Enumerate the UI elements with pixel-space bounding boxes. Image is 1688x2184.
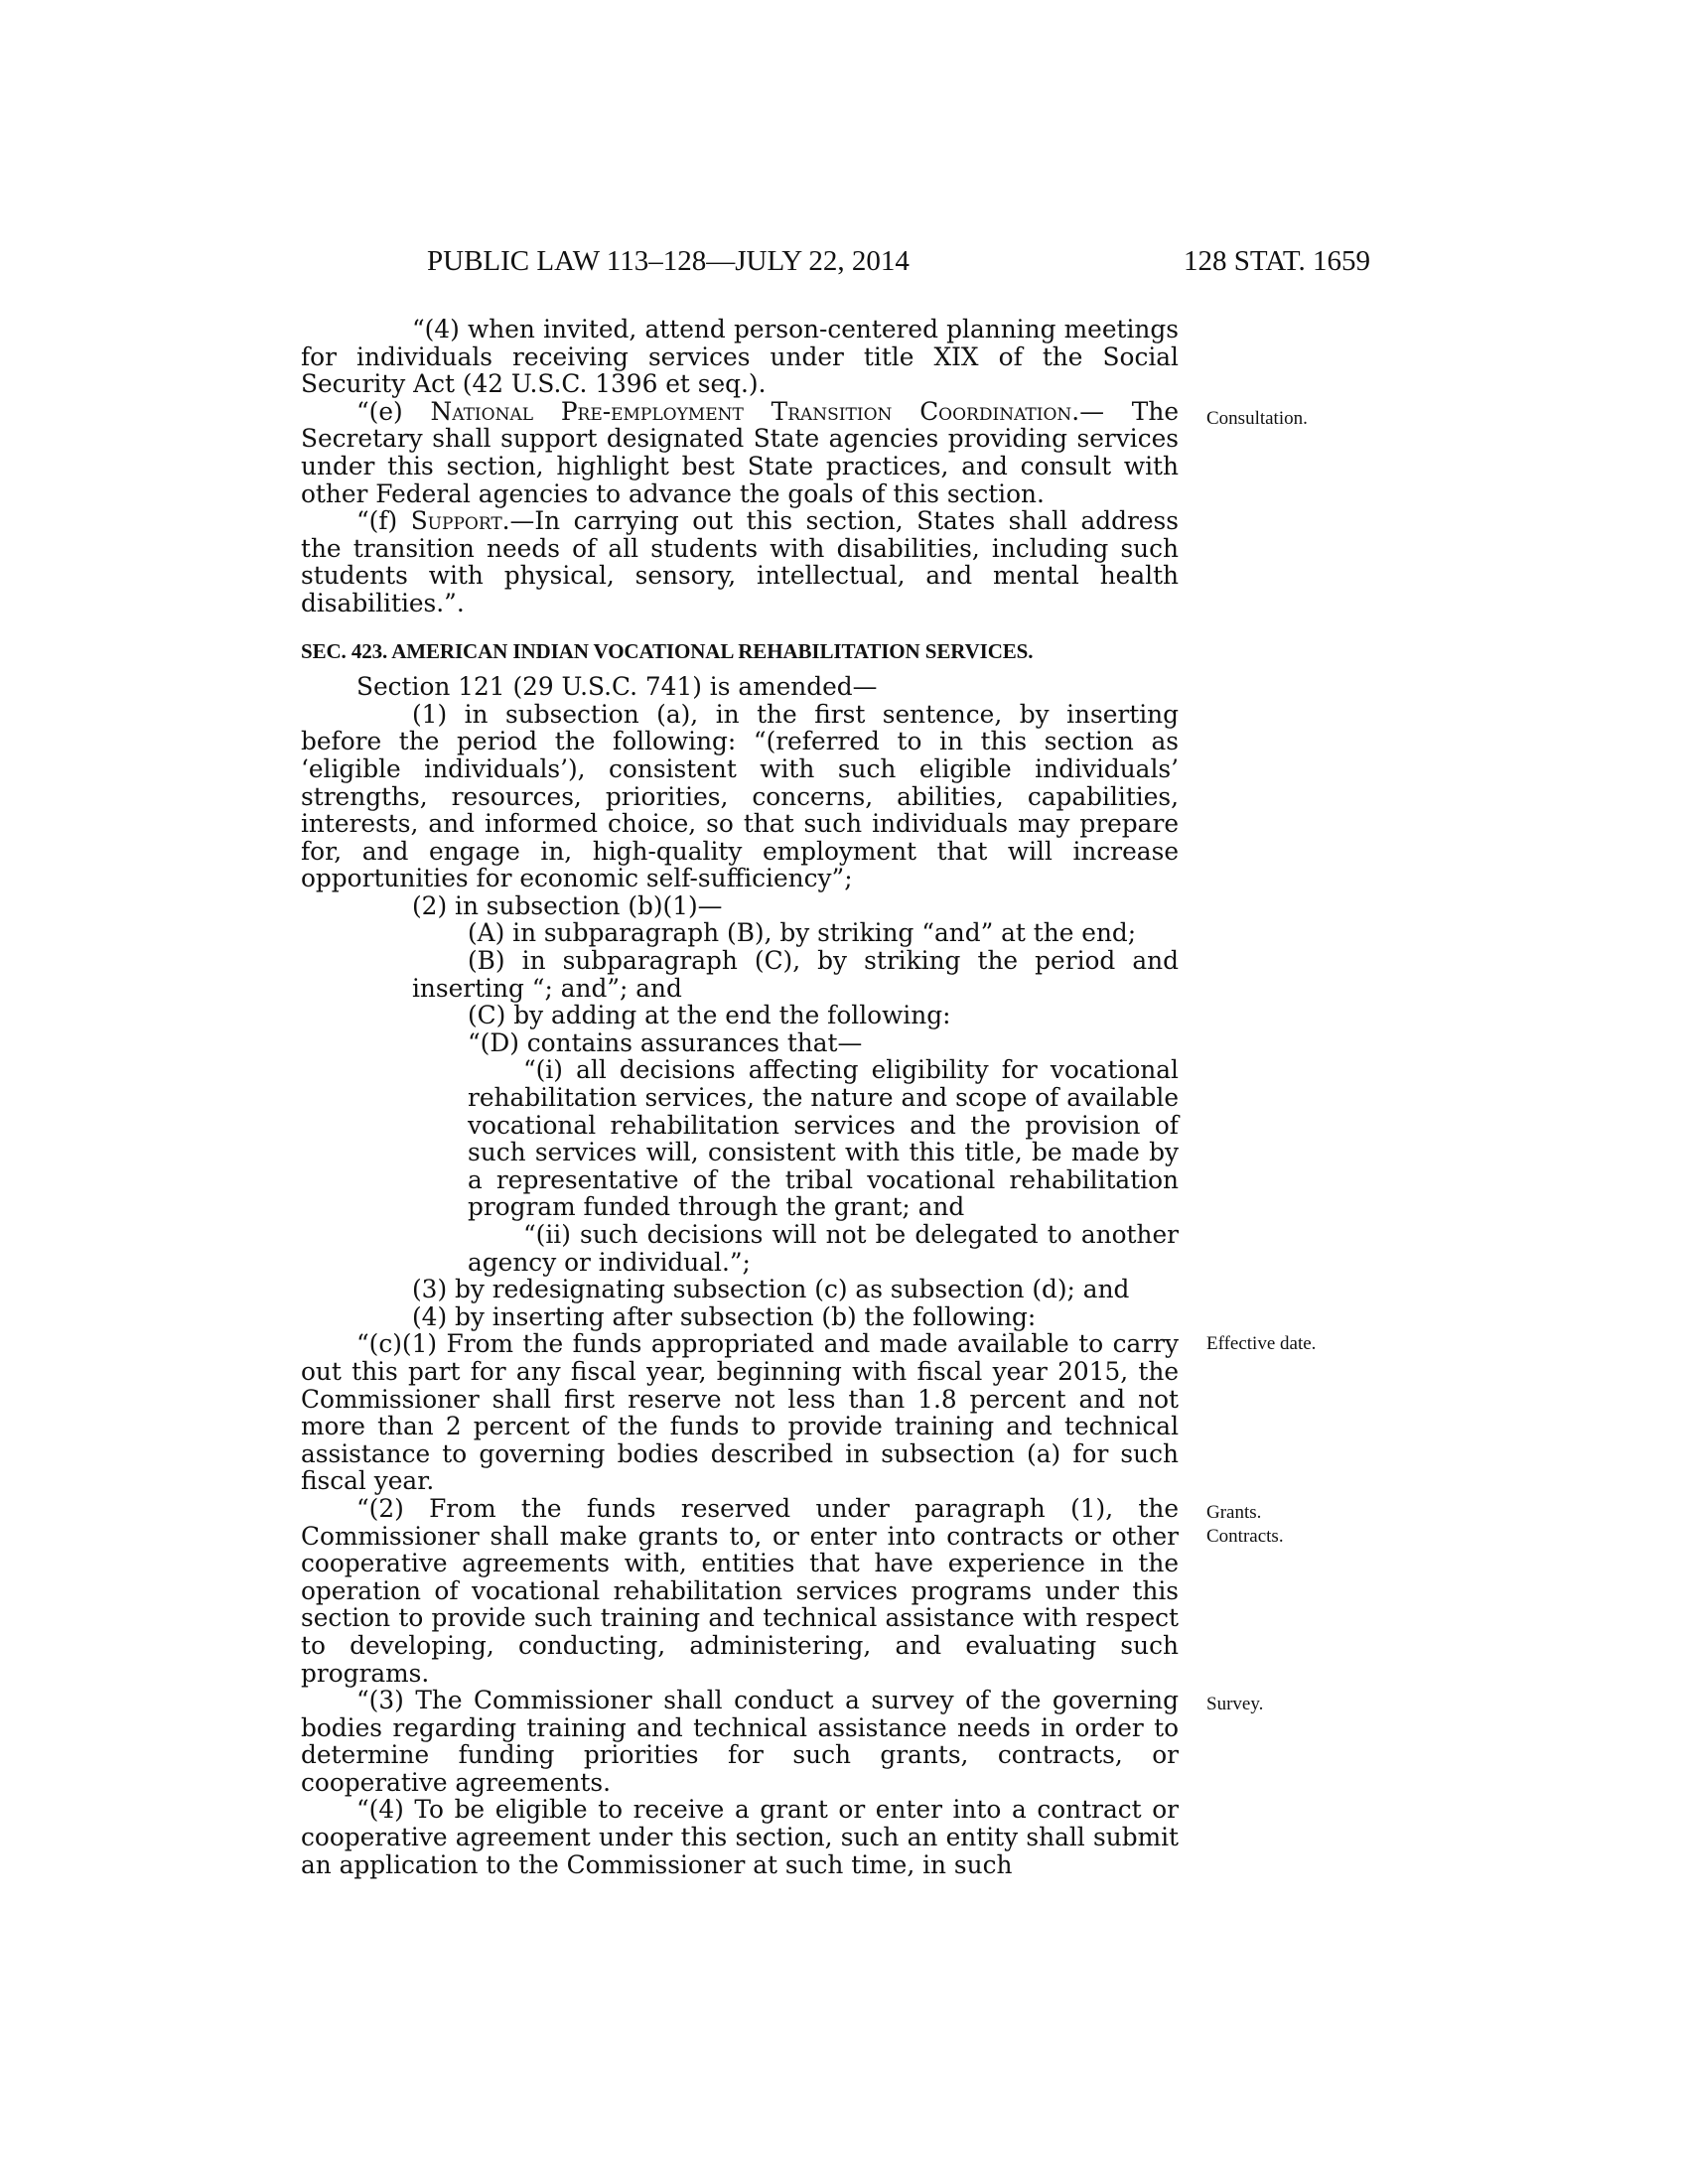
subsection-f-text: —In carrying out this section, States shall address the transition needs of all students with disabilities, including such students with physical, sensory, intellectual, and mental health disabilities.”. <box>301 506 1179 617</box>
subsection-e-label: “(e) <box>356 396 431 426</box>
paragraph-amendment-1: (1) in subsection (a), in the first sentence, by inserting before the period the following: “(referred to in this section as ‘eligible individuals’), consistent with such eligible individuals’ strengths, resources, priorities, concerns, abilities, capabilities, interests, and informed choice, so that such individuals may prepare for, and engage in, high-quality employment that will increase opportunities for economic self-sufficiency”; <box>301 699 1179 893</box>
paragraph-amendment-4: (4) by inserting after subsection (b) the following: <box>412 1301 1037 1331</box>
paragraph-item-4: “(4) when invited, attend person-centered planning meetings for individuals receiving services under title XIX of the Social Security Act (42 U.S.C. 1396 et seq.). <box>301 315 1179 399</box>
margin-note-survey: Survey. <box>1206 1694 1264 1714</box>
margin-note-grants: Grants. <box>1206 1502 1262 1523</box>
paragraph-clause-d: “(D) contains assurances that— <box>468 1027 863 1057</box>
paragraph-clause-i: “(i) all decisions affecting eligibility for vocational rehabilitation services, the nature and scope of available vocational rehabilitation services and the provision of such services will, consistent with this title, be made by a representative of the tribal vocational rehabilitation program funded through the grant; and <box>468 1055 1179 1222</box>
margin-note-consultation: Consultation. <box>1206 408 1308 429</box>
margin-note-contracts: Contracts. <box>1206 1526 1284 1547</box>
paragraph-amendment-3: (3) by redesignating subsection (c) as subsection (d); and <box>412 1275 1130 1304</box>
subsection-e-heading: National Pre-employment Transition Coordination. <box>430 396 1080 426</box>
paragraph-subsection-e <box>301 398 1179 507</box>
subsection-e-text: — The Secretary shall support designated State agencies providing services under this section, highlight best State practices, and consult with other Federal agencies to advance the goals of this section. <box>301 396 1179 508</box>
paragraph-section-intro: Section 121 (29 U.S.C. 741) is amended— <box>356 672 878 702</box>
paragraph-subsection-f <box>301 507 1179 616</box>
section-heading: SEC. 423. AMERICAN INDIAN VOCATIONAL REHABILITATION SERVICES. <box>301 638 1034 663</box>
paragraph-amendment-2a: (A) in subparagraph (B), by striking “and” at the end; <box>468 918 1137 948</box>
paragraph-c3: “(3) The Commissioner shall conduct a survey of the governing bodies regarding training and technical assistance needs in order to determine funding priorities for such grants, contracts, or cooperative agreements. <box>301 1686 1179 1797</box>
document-body <box>301 316 1179 1878</box>
paragraph-c4: “(4) To be eligible to receive a grant or enter into a contract or cooperative agreement under this section, such an entity shall submit an application to the Commissioner at such time, in such <box>301 1795 1179 1879</box>
paragraph-amendment-2: (2) in subsection (b)(1)— <box>412 890 723 920</box>
header-law-title: PUBLIC LAW 113–128—JULY 22, 2014 <box>427 245 910 277</box>
paragraph-c2: “(2) From the funds reserved under paragraph (1), the Commissioner shall make grants to, or enter into contracts or other cooperative agreements with, entities that have experience in the operation of vocational rehabilitation services programs under this section to provide such training and technical assistance with respect to developing, conducting, administering, and evaluating such programs. <box>301 1493 1179 1688</box>
paragraph-amendment-2b: (B) in subparagraph (C), by striking the period and inserting “; and”; and <box>412 946 1179 1003</box>
paragraph-amendment-2c: (C) by adding at the end the following: <box>468 1001 951 1030</box>
subsection-f-heading: Support. <box>410 506 510 536</box>
paragraph-clause-ii: “(ii) such decisions will not be delegated to another agency or individual.”; <box>468 1220 1179 1277</box>
subsection-f-label: “(f) <box>356 506 411 536</box>
header-stat-page: 128 STAT. 1659 <box>1183 245 1370 277</box>
paragraph-c1: “(c)(1) From the funds appropriated and made available to carry out this part for any fiscal year, beginning with fiscal year 2015, the Commissioner shall first reserve not less than 1.8 percent and not more than 2 percent of the funds to provide training and technical assistance to governing bodies described in subsection (a) for such fiscal year. <box>301 1329 1179 1496</box>
page-header <box>427 245 1370 285</box>
margin-note-effective-date: Effective date. <box>1206 1333 1317 1354</box>
